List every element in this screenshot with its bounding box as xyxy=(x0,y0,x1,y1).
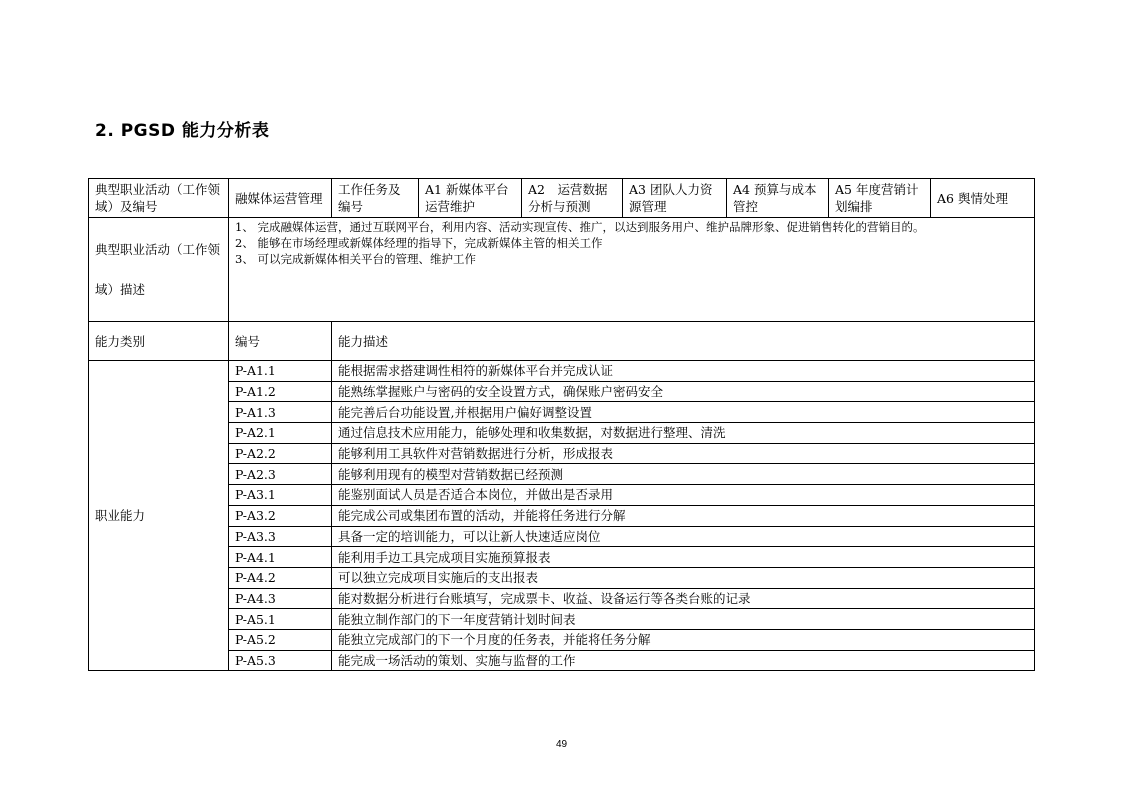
skill-row xyxy=(89,609,1035,630)
task-a1-cell: A1 新媒体平台运营维护 xyxy=(419,179,522,218)
category-cell: 职业能力 xyxy=(89,361,229,671)
skill-description: 能独立完成部门的下一个月度的任务表，并能将任务分解 xyxy=(332,629,1035,650)
skill-row xyxy=(89,381,1035,402)
skill-row xyxy=(89,402,1035,423)
skill-row xyxy=(89,464,1035,485)
column-header-row xyxy=(89,322,1035,361)
description-label-cell: 典型职业活动（工作领域）描述 xyxy=(89,218,229,322)
page-number: 49 xyxy=(555,739,568,750)
skill-row xyxy=(89,443,1035,464)
activity-name-cell: 融媒体运营管理 xyxy=(229,179,332,218)
task-label-cell: 工作任务及编号 xyxy=(332,179,419,218)
skill-code: P-A2.1 xyxy=(229,423,332,444)
skill-row xyxy=(89,423,1035,444)
skill-code: P-A2.2 xyxy=(229,443,332,464)
skill-code: P-A1.3 xyxy=(229,402,332,423)
skill-code: P-A5.1 xyxy=(229,609,332,630)
skill-description: 可以独立完成项目实施后的支出报表 xyxy=(332,567,1035,588)
skill-code: P-A1.2 xyxy=(229,381,332,402)
description-item-1: 1、 完成融媒体运营，通过互联网平台，利用内容、活动实现宣传、推广，以达到服务用户、维护品牌形象、促进销售转化的营销目的。 xyxy=(235,220,925,234)
skill-description: 能熟练掌握账户与密码的安全设置方式，确保账户密码安全 xyxy=(332,381,1035,402)
description-item-2: 2、 能够在市场经理或新媒体经理的指导下，完成新媒体主管的相关工作 xyxy=(235,236,603,250)
description-column-header: 能力描述 xyxy=(332,322,1035,361)
skill-row xyxy=(89,526,1035,547)
skill-code: P-A3.3 xyxy=(229,526,332,547)
skill-row xyxy=(89,547,1035,568)
skill-row xyxy=(89,588,1035,609)
skill-description: 能完善后台功能设置,并根据用户偏好调整设置 xyxy=(332,402,1035,423)
skill-description: 能独立制作部门的下一年度营销计划时间表 xyxy=(332,609,1035,630)
section-title: 2. PGSD 能力分析表 xyxy=(95,121,270,141)
task-a2-cell: A2 运营数据分析与预测 xyxy=(522,179,623,218)
skill-description: 能根据需求搭建调性相符的新媒体平台并完成认证 xyxy=(332,361,1035,382)
skill-row xyxy=(89,361,1035,382)
skill-code: P-A3.1 xyxy=(229,485,332,506)
skill-row xyxy=(89,629,1035,650)
skill-code: P-A5.2 xyxy=(229,629,332,650)
skill-code: P-A2.3 xyxy=(229,464,332,485)
skill-row xyxy=(89,485,1035,506)
skill-description: 能利用手边工具完成项目实施预算报表 xyxy=(332,547,1035,568)
skill-description: 能够利用工具软件对营销数据进行分析，形成报表 xyxy=(332,443,1035,464)
category-column-header: 能力类别 xyxy=(89,322,229,361)
skill-code: P-A1.1 xyxy=(229,361,332,382)
task-a5-cell: A5 年度营销计划编排 xyxy=(829,179,931,218)
skill-code: P-A4.2 xyxy=(229,567,332,588)
ability-analysis-table xyxy=(88,178,1035,671)
task-a6-cell: A6 舆情处理 xyxy=(931,179,1035,218)
skill-description: 能对数据分析进行台账填写，完成票卡、收益、设备运行等各类台账的记录 xyxy=(332,588,1035,609)
skill-description: 能够利用现有的模型对营销数据已经预测 xyxy=(332,464,1035,485)
task-a3-cell: A3 团队人力资源管理 xyxy=(623,179,727,218)
task-a4-cell: A4 预算与成本管控 xyxy=(727,179,829,218)
skill-code: P-A5.3 xyxy=(229,650,332,671)
skill-code: P-A4.1 xyxy=(229,547,332,568)
skills-body xyxy=(89,361,1035,671)
skill-row xyxy=(89,505,1035,526)
skill-description: 能完成公司或集团布置的活动，并能将任务进行分解 xyxy=(332,505,1035,526)
skill-description: 能完成一场活动的策划、实施与监督的工作 xyxy=(332,650,1035,671)
skill-row xyxy=(89,567,1035,588)
skill-description: 能鉴别面试人员是否适合本岗位，并做出是否录用 xyxy=(332,485,1035,506)
activity-label-cell: 典型职业活动（工作领域）及编号 xyxy=(89,179,229,218)
code-column-header: 编号 xyxy=(229,322,332,361)
description-row xyxy=(89,218,1035,322)
description-item-3: 3、 可以完成新媒体相关平台的管理、维护工作 xyxy=(235,252,476,266)
skill-description: 通过信息技术应用能力，能够处理和收集数据，对数据进行整理、清洗 xyxy=(332,423,1035,444)
header-row xyxy=(89,179,1035,218)
skill-description: 具备一定的培训能力，可以让新人快速适应岗位 xyxy=(332,526,1035,547)
skill-code: P-A3.2 xyxy=(229,505,332,526)
skill-code: P-A4.3 xyxy=(229,588,332,609)
skill-row xyxy=(89,650,1035,671)
description-list-cell xyxy=(229,218,1035,322)
